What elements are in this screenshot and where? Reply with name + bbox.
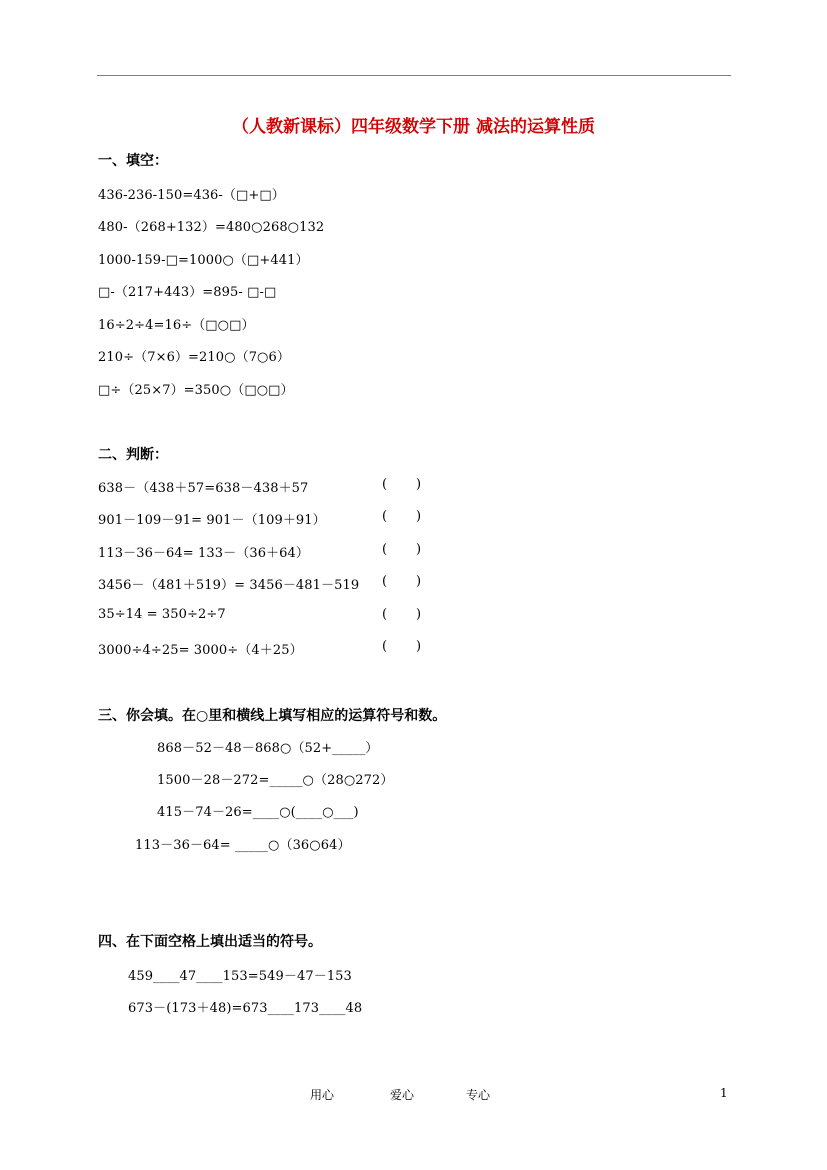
symbol-blank-item: 673－(173＋48)=673____173____48 bbox=[128, 1001, 363, 1016]
answer-parentheses: ( ) bbox=[382, 477, 422, 492]
fill-blank-item: 415－74－26=____○(____○___) bbox=[157, 805, 359, 820]
fill-in-item: 16÷2÷4=16÷（□○□） bbox=[98, 318, 255, 333]
fill-in-item: 436-236-150=436-（□+□） bbox=[98, 188, 285, 203]
section-2-heading: 二、判断： bbox=[98, 447, 168, 463]
judge-item: 3456－（481＋519）= 3456－481－519 bbox=[98, 578, 360, 593]
answer-parentheses: ( ) bbox=[382, 639, 422, 654]
footer-right-text: 专心 bbox=[466, 1088, 491, 1102]
footer-middle-text: 爱心 bbox=[390, 1088, 415, 1102]
answer-parentheses: ( ) bbox=[382, 607, 422, 622]
page-title: （人教新课标）四年级数学下册 减法的运算性质 bbox=[232, 117, 595, 137]
footer-left-text: 用心 bbox=[310, 1088, 335, 1102]
fill-in-item: □-（217+443）=895- □-□ bbox=[98, 285, 277, 300]
fill-blank-item: 868－52－48－868○（52+_____） bbox=[157, 741, 379, 756]
fill-blank-item: 1500－28－272=_____○（28○272） bbox=[157, 773, 394, 788]
answer-parentheses: ( ) bbox=[382, 574, 422, 589]
section-3-heading: 三、你会填。在○里和横线上填写相应的运算符号和数。 bbox=[98, 708, 447, 724]
answer-parentheses: ( ) bbox=[382, 542, 422, 557]
judge-item: 901－109－91= 901－（109＋91） bbox=[98, 513, 326, 528]
symbol-blank-item: 459____47____153=549－47－153 bbox=[128, 969, 352, 984]
page-number: 1 bbox=[720, 1086, 728, 1100]
judge-item: 3000÷4÷25= 3000÷（4＋25） bbox=[98, 643, 303, 658]
fill-in-item: 480-（268+132）=480○268○132 bbox=[98, 220, 325, 235]
judge-item: 638－（438＋57=638－438＋57 bbox=[98, 481, 309, 496]
fill-in-item: 1000-159-□=1000○（□+441） bbox=[98, 253, 309, 268]
section-4-heading: 四、在下面空格上填出适当的符号。 bbox=[98, 934, 322, 950]
answer-parentheses: ( ) bbox=[382, 509, 422, 524]
fill-blank-item: 113－36－64= _____○（36○64） bbox=[135, 838, 351, 853]
section-1-heading: 一、填空： bbox=[98, 153, 168, 169]
judge-item: 35÷14 = 350÷2÷7 bbox=[98, 607, 226, 622]
fill-in-item: □÷（25×7）=350○（□○□） bbox=[98, 383, 294, 398]
judge-item: 113－36－64= 133－（36＋64） bbox=[98, 546, 310, 561]
header-rule bbox=[97, 75, 731, 76]
fill-in-item: 210÷（7×6）=210○（7○6） bbox=[98, 350, 290, 365]
